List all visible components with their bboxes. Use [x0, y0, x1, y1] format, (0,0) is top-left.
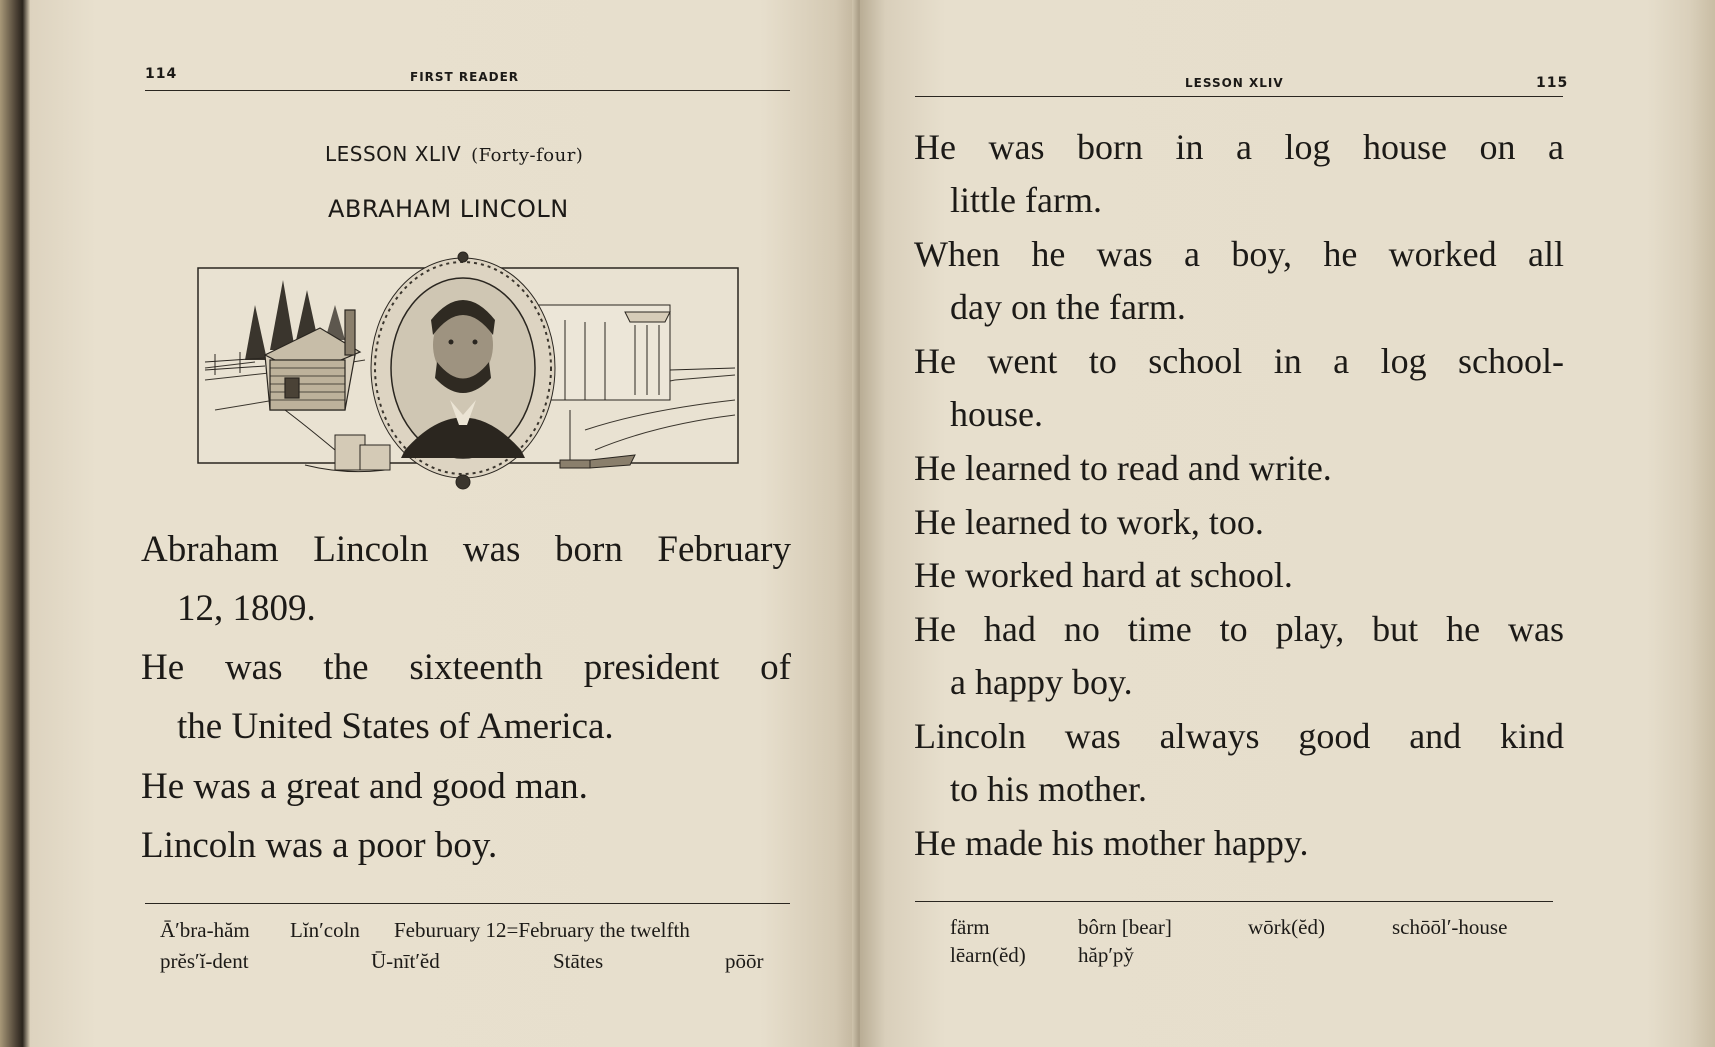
- paragraph: [914, 549, 1564, 602]
- text-line: house.: [950, 394, 1043, 434]
- text-line: day on the farm.: [950, 287, 1186, 327]
- paragraph: [141, 520, 791, 638]
- lincoln-illustration: [195, 250, 740, 502]
- vocab-word: bôrn [bear]: [1078, 915, 1172, 939]
- paragraph: [141, 757, 791, 816]
- vocab-word: hăp′py̆: [1078, 943, 1134, 967]
- left-running-head: FIRST READER: [410, 70, 520, 84]
- paragraph: [141, 638, 791, 756]
- text-line: He made his mother happy.: [914, 823, 1309, 863]
- vocab-word: lēarn(ĕd): [950, 943, 1026, 967]
- lesson-label: LESSON XLIV: [325, 142, 462, 166]
- book-edge: [0, 0, 30, 1047]
- lincoln-portrait-icon: [391, 278, 535, 458]
- text-line: He had no time to play, but he was: [914, 609, 1564, 649]
- right-page-number: 115: [1536, 75, 1569, 91]
- text-line: Abraham Lincoln was born February: [141, 529, 791, 570]
- paragraph: [914, 710, 1564, 816]
- text-line: He learned to read and write.: [914, 448, 1332, 488]
- left-page-number: 114: [145, 66, 178, 82]
- text-line: He learned to work, too.: [914, 502, 1264, 542]
- paragraph: [914, 817, 1564, 870]
- text-line: He went to school in a log school-: [914, 341, 1564, 381]
- right-vocab-rule: [915, 901, 1553, 902]
- vocab-word: Ū-nīt′ĕd: [371, 949, 440, 973]
- left-vocab-rule: [145, 903, 790, 904]
- lesson-subtitle: (Forty-four): [471, 145, 584, 166]
- paragraph: [914, 442, 1564, 495]
- vocab-word: wōrk(ĕd): [1248, 915, 1325, 939]
- text-line: Lincoln was always good and kind: [914, 716, 1564, 756]
- text-line: When he was a boy, he worked all: [914, 234, 1564, 274]
- vocab-word: pōōr: [725, 949, 764, 973]
- vocab-word: Ā′bra-hăm: [160, 918, 250, 942]
- paragraph: [914, 121, 1564, 227]
- vocab-word: färm: [950, 915, 990, 939]
- paragraph: [141, 816, 791, 875]
- right-header-rule: [915, 96, 1563, 97]
- text-line: 12, 1809.: [177, 588, 316, 629]
- paragraph: [914, 335, 1564, 441]
- text-line: a happy boy.: [950, 662, 1133, 702]
- vocab-word: Lĭn′coln: [290, 918, 360, 942]
- paragraph: [914, 603, 1564, 709]
- vocab-word: Stātes: [553, 949, 604, 973]
- text-line: little farm.: [950, 180, 1102, 220]
- text-line: He was the sixteenth president of: [141, 647, 791, 688]
- vocab-word: prĕs′ĭ-dent: [160, 949, 249, 973]
- text-line: Lincoln was a poor boy.: [141, 825, 498, 866]
- vocab-word: Feburuary 12=February the twelfth: [394, 918, 690, 942]
- left-header-rule: [145, 90, 790, 91]
- lesson-heading: [325, 142, 583, 166]
- text-line: to his mother.: [950, 769, 1147, 809]
- text-line: He was a great and good man.: [141, 766, 588, 807]
- text-line: He worked hard at school.: [914, 555, 1293, 595]
- text-line: the United States of America.: [177, 706, 614, 747]
- story-title: ABRAHAM LINCOLN: [328, 195, 569, 223]
- text-line: He was born in a log house on a: [914, 127, 1564, 167]
- right-running-head: LESSON XLIV: [1185, 76, 1284, 90]
- paragraph: [914, 496, 1564, 549]
- paragraph: [914, 228, 1564, 334]
- vocab-word: schōōl′-house: [1392, 915, 1508, 939]
